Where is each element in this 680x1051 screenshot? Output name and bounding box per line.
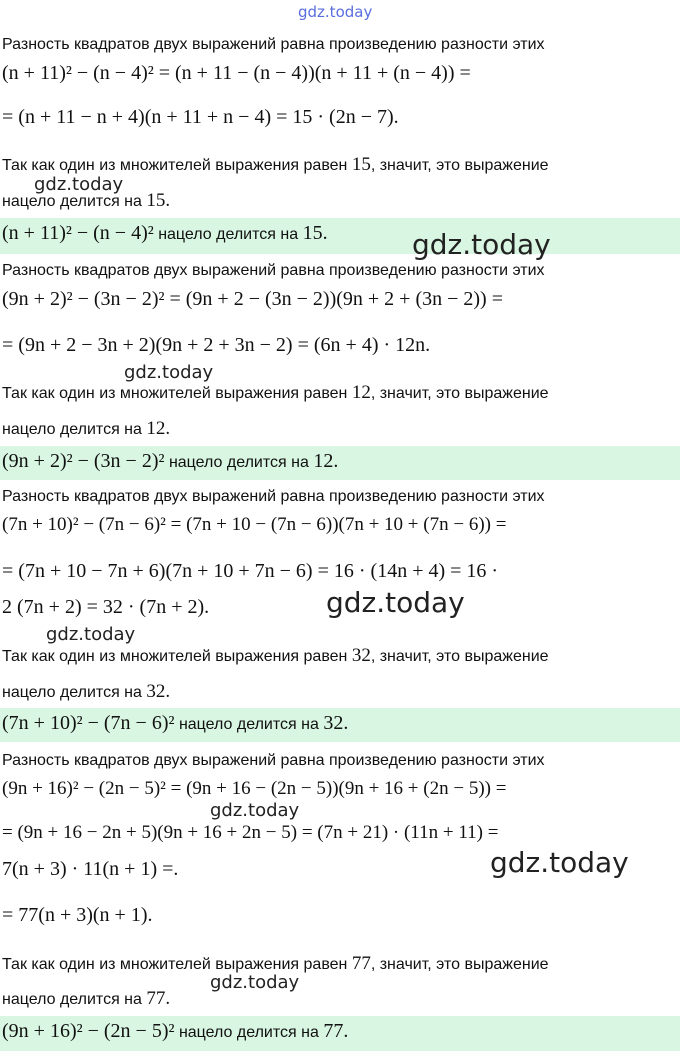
watermark: gdz.today xyxy=(210,972,300,993)
identity-equation: (9n + 16)² − (2n − 5)² = (9n + 16 − (2n − 5))(9n + 16 + (2n − 5)) = xyxy=(2,778,507,799)
factor-sentence xyxy=(2,645,549,667)
factor-value: 12 xyxy=(351,382,371,403)
step-equation: = (n + 11 − n + 4)(n + 11 + n − 4) = 15 · (2n − 7). xyxy=(2,106,399,128)
factor-value: 15 xyxy=(351,154,371,175)
divisible-text: нацело делится на xyxy=(2,684,142,701)
divisible-value: 77. xyxy=(146,988,171,1009)
watermark: gdz.today xyxy=(326,586,465,619)
divisible-text: нацело делится на xyxy=(2,421,142,438)
conclusion-expression: (n + 11)² − (n − 4)² xyxy=(2,222,154,244)
conclusion-text: нацело делится на xyxy=(178,716,319,733)
factor-text-pre: Так как один из множителей выражения равен xyxy=(2,648,348,665)
step-equation: = (7n + 10 − 7n + 6)(7n + 10 + 7n − 6) = 16 · (14n + 4) = 16 · xyxy=(2,560,499,582)
step-equation: = (9n + 2 − 3n + 2)(9n + 2 + 3n − 2) = (6n + 4) · 12n. xyxy=(2,334,431,356)
factor-text-post: , значит, это выражение xyxy=(370,157,549,174)
factor-value: 77 xyxy=(351,953,371,974)
factor-value: 32 xyxy=(351,645,371,666)
factor-text-pre: Так как один из множителей выражения равен xyxy=(2,157,348,174)
divisible-sentence xyxy=(2,988,170,1010)
watermark: gdz.today xyxy=(46,624,136,645)
watermark: gdz.today xyxy=(412,228,551,261)
step-equation: = (9n + 16 − 2n + 5)(9n + 16 + 2n − 5) = (7n + 21) · (11n + 11) = xyxy=(2,822,499,843)
divisible-sentence xyxy=(2,418,170,440)
conclusion xyxy=(2,1020,348,1043)
factor-text-pre: Так как один из множителей выражения равен xyxy=(2,385,348,402)
watermark: gdz.today xyxy=(124,362,214,383)
step-equation: 7(n + 3) · 11(n + 1) =. xyxy=(2,858,179,880)
watermark: gdz.today xyxy=(34,174,124,195)
intro-text: Разность квадратов двух выражений равна произведению разности этих xyxy=(2,36,545,53)
identity-equation: (7n + 10)² − (7n − 6)² = (7n + 10 − (7n − 6))(7n + 10 + (7n − 6)) = xyxy=(2,514,507,535)
factor-text-pre: Так как один из множителей выражения равен xyxy=(2,956,348,973)
factor-sentence xyxy=(2,382,549,404)
conclusion-expression: (9n + 2)² − (3n − 2)² xyxy=(2,450,165,472)
factor-sentence xyxy=(2,154,549,176)
divisible-sentence xyxy=(2,681,170,703)
conclusion xyxy=(2,712,348,735)
intro-text: Разность квадратов двух выражений равна произведению разности этих xyxy=(2,752,545,769)
step-equation: = 77(n + 3)(n + 1). xyxy=(2,904,153,926)
conclusion-value: 32. xyxy=(323,712,349,734)
conclusion-text: нацело делится на xyxy=(178,1024,319,1041)
conclusion-value: 15. xyxy=(302,222,328,244)
identity-equation: (n + 11)² − (n − 4)² = (n + 11 − (n − 4))(n + 11 + (n − 4)) = xyxy=(2,62,471,84)
factor-text-post: , значит, это выражение xyxy=(370,956,549,973)
intro-text: Разность квадратов двух выражений равна произведению разности этих xyxy=(2,488,545,505)
watermark: gdz.today xyxy=(210,800,300,821)
factor-text-post: , значит, это выражение xyxy=(370,648,549,665)
factor-text-post: , значит, это выражение xyxy=(370,385,549,402)
divisible-value: 32. xyxy=(146,681,171,702)
divisible-value: 12. xyxy=(146,418,171,439)
conclusion xyxy=(2,450,338,473)
divisible-text: нацело делится на xyxy=(2,991,142,1008)
conclusion-text: нацело делится на xyxy=(158,226,299,243)
identity-equation: (9n + 2)² − (3n − 2)² = (9n + 2 − (3n − 2))(9n + 2 + (3n − 2)) = xyxy=(2,288,503,310)
conclusion-text: нацело делится на xyxy=(168,454,309,471)
watermark: gdz.today xyxy=(298,3,373,21)
conclusion-expression: (9n + 16)² − (2n − 5)² xyxy=(2,1020,175,1042)
watermark: gdz.today xyxy=(490,846,629,879)
conclusion-value: 77. xyxy=(323,1020,349,1042)
conclusion-expression: (7n + 10)² − (7n − 6)² xyxy=(2,712,175,734)
step-equation: 2 (7n + 2) = 32 · (7n + 2). xyxy=(2,596,210,618)
divisible-text: нацело делится на xyxy=(2,193,142,210)
intro-text: Разность квадратов двух выражений равна произведению разности этих xyxy=(2,262,545,279)
conclusion-value: 12. xyxy=(313,450,339,472)
conclusion xyxy=(2,222,328,245)
divisible-value: 15. xyxy=(146,190,171,211)
